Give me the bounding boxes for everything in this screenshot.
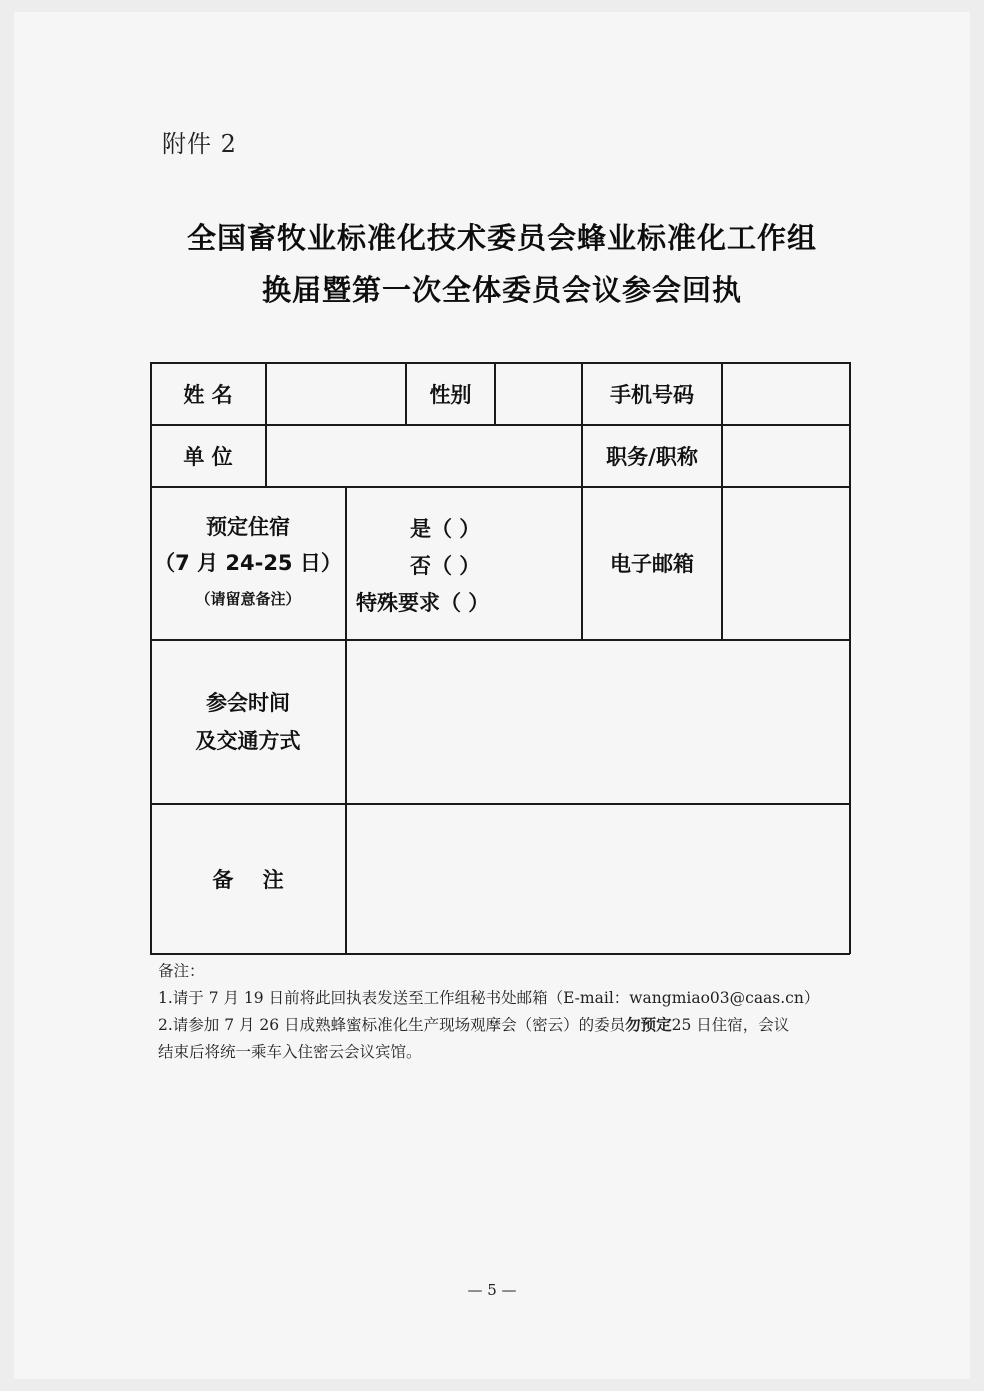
- unit-field[interactable]: [267, 425, 581, 486]
- table-border-right: [849, 362, 851, 954]
- notes-section: [158, 958, 858, 1066]
- phone-field[interactable]: [723, 363, 849, 424]
- gender-field[interactable]: [496, 363, 581, 424]
- arrival-field[interactable]: [347, 640, 849, 803]
- arrival-label-line-2: 及交通方式: [195, 728, 301, 753]
- document-title-line-2: 换届暨第一次全体委员会议参会回执: [261, 273, 742, 307]
- arrival-label-line-1: 参会时间: [206, 690, 290, 715]
- note-item-2-text: 2.请参加 7 月 26 日成熟蜂蜜标准化生产现场观摩会（密云）的委员: [158, 1016, 626, 1034]
- email-label: 电子邮箱: [610, 552, 694, 576]
- gender-label: 性别: [429, 382, 472, 407]
- position-field[interactable]: [723, 425, 849, 486]
- remarks-label: 备 注: [212, 867, 284, 892]
- accommodation-label-cell: [151, 487, 345, 639]
- arrival-label-cell: [151, 640, 345, 803]
- phone-label: 手机号码: [610, 382, 694, 407]
- note-item-2-emphasis: 勿预定: [625, 1016, 672, 1034]
- note-item-2: [158, 1012, 858, 1039]
- attachment-label: 附件 2: [162, 130, 237, 158]
- document-title-line-1: 全国畜牧业标准化技术委员会蜂业标准化工作组: [186, 221, 817, 255]
- notes-heading: 备注：: [158, 962, 205, 980]
- table-border-bottom: [150, 953, 850, 955]
- remarks-field[interactable]: [347, 804, 849, 953]
- accommodation-hint: （请留意备注）: [195, 590, 301, 608]
- accommodation-label: 预定住宿: [206, 515, 290, 539]
- note-item-1: 1.请于 7 月 19 日前将此回执表发送至工作组秘书处邮箱（E-mail：wangmiao03@caas.cn）: [158, 989, 820, 1007]
- option-special-request[interactable]: 特殊要求（ ）: [356, 591, 490, 615]
- option-yes[interactable]: 是（ ）: [410, 517, 481, 541]
- note-item-2-continued: 结束后将统一乘车入住密云会议宾馆。: [158, 1043, 422, 1061]
- option-no[interactable]: 否（ ）: [410, 554, 481, 578]
- note-item-2-text-end: 25 日住宿，会议: [671, 1016, 790, 1034]
- accommodation-dates: （7 月 24-25 日）: [154, 551, 342, 575]
- unit-label: 单 位: [183, 444, 233, 469]
- name-label: 姓 名: [183, 382, 233, 407]
- page-number: — 5 —: [467, 1281, 517, 1299]
- name-field[interactable]: [267, 363, 405, 424]
- email-field[interactable]: [723, 487, 849, 639]
- position-label: 职务/职称: [606, 444, 698, 469]
